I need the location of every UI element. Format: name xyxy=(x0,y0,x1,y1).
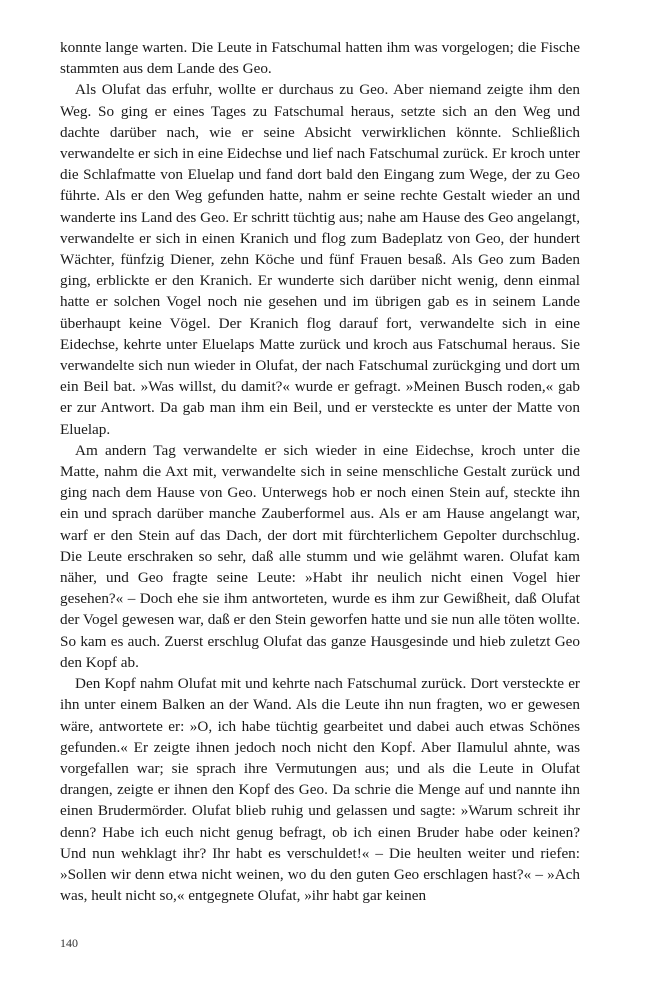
paragraph-3: Am andern Tag verwandelte er sich wieder in eine Eidechse, kroch unter die Matte, nahm die Axt mit, verwandelte sich in seine menschliche Gestalt zurück und ging nach dem Hause von Geo. Unterwegs hob er noch einen Stein auf, steckte ihn ein und sprach darüber manche Zauberformel aus. Als er am Hause angelangt war, warf er den Stein auf das Dach, der dort mit fürchterlichem Gepolter durchschlug. Die Leute erschraken so sehr, daß alle stumm und wie gelähmt waren. Olufat kam näher, und Geo fragte seine Leute: »Habt ihr neulich nicht einen Vogel hier gesehen?« – Doch ehe sie ihm antworteten, wurde es ihm zur Gewißheit, daß Olufat der Vogel gewesen war, daß er den Stein geworfen hatte und sie nun alle töten wollte. So kam es auch. Zuerst erschlug Olufat das ganze Hausgesinde und hieb zuletzt Geo den Kopf ab. xyxy=(60,441,580,671)
page-number: 140 xyxy=(60,936,78,950)
page-body xyxy=(60,37,580,906)
paragraph-1: konnte lange warten. Die Leute in Fatschumal hatten ihm was vorgelogen; die Fische stammten aus dem Lande des Geo. xyxy=(60,39,580,78)
paragraph-4: Den Kopf nahm Olufat mit und kehrte nach Fatschumal zurück. Dort versteckte er ihn unter einem Balken an der Wand. Als die Leute ihn nun fragten, wo er gewesen wäre, antwortete er: »O, ich habe tüchtig gearbeitet und dabei auch etwas Schönes gefunden.« Er zeigte ihnen jedoch noch nicht den Kopf. Aber Ilamulul ahnte, was vorgefallen war; sie sprach ihre Vermutungen aus; und als die Leute in Olufat drangen, zeigte er ihnen den Kopf des Geo. Da schrie die Menge auf und nannte ihn einen Brudermörder. Olufat blieb ruhig und gelassen und sagte: »Warum schreit ihr denn? Habe ich euch nicht genug befragt, ob ich einen Bruder habe oder keinen? Und nun wehklagt ihr? Ihr habt es verschuldet!« – Die heulten weiter und riefen: »Sollen wir denn etwa nicht weinen, wo du den guten Geo erschlagen hast?« – »Ach was, heult nicht so,« entgegnete Olufat, »ihr habt gar keinen xyxy=(60,675,580,905)
paragraph-2: Als Olufat das erfuhr, wollte er durchaus zu Geo. Aber niemand zeigte ihm den Weg. So ging er eines Tages zu Fatschumal heraus, setzte sich an den Weg und dachte darüber nach, wie er seine Absicht verwirklichen könnte. Schließlich verwandelte er sich in eine Eidechse und lief nach Fatschumal zurück. Er kroch unter die Schlafmatte von Eluelap und fand dort bald den Eingang zum Wege, der zu Geo führte. Als er den Weg gefunden hatte, nahm er seine rechte Gestalt wieder an und wanderte ins Land des Geo. Er schritt tüchtig aus; nahe am Hause des Geo angelangt, verwandelte er sich in einen Kranich und flog zum Badeplatz von Geo, der hundert Wächter, fünfzig Diener, zehn Köche und fünf Frauen besaß. Als Geo zum Baden ging, erblickte er den Kranich. Er wunderte sich darüber nicht wenig, denn einmal hatte er solchen Vogel noch nie gesehen und im übrigen gab es in seinem Lande überhaupt keine Vögel. Der Kranich flog darauf fort, verwandelte sich in eine Eidechse, kehrte unter Eluelaps Matte zurück und kroch aus Fatschumal heraus. Sie verwandelte sich nun wieder in Olufat, der nach Fatschumal zurückging und dort um ein Beil bat. »Was willst, du damit?« wurde er gefragt. »Meinen Busch roden,« gab er zur Antwort. Da gab man ihm ein Beil, und er versteckte es unter der Matte von Eluelap. xyxy=(60,81,580,438)
